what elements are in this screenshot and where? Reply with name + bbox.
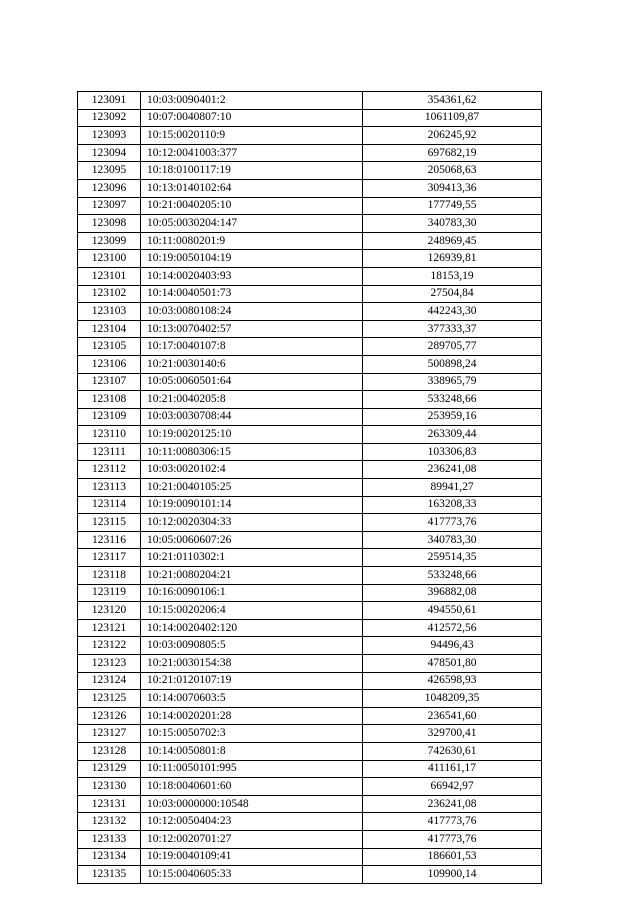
record-number-cell: 123110 <box>78 426 141 444</box>
table-row <box>78 760 542 778</box>
table-row <box>78 531 542 549</box>
value-amount-cell: 377333,37 <box>363 320 542 338</box>
record-number-cell: 123097 <box>78 197 141 215</box>
table-row <box>78 725 542 743</box>
cadastral-number-cell: 10:21:0030140:6 <box>141 355 363 373</box>
record-number-cell: 123116 <box>78 531 141 549</box>
record-number-cell: 123130 <box>78 778 141 796</box>
table-row <box>78 162 542 180</box>
table-row <box>78 514 542 532</box>
table-row <box>78 461 542 479</box>
value-amount-cell: 205068,63 <box>363 162 542 180</box>
value-amount-cell: 163208,33 <box>363 496 542 514</box>
cadastral-number-cell: 10:16:0090106:1 <box>141 584 363 602</box>
cadastral-number-cell: 10:03:0090401:2 <box>141 92 363 110</box>
table-row <box>78 338 542 356</box>
table-row <box>78 250 542 268</box>
value-amount-cell: 206245,92 <box>363 127 542 145</box>
table-row <box>78 655 542 673</box>
record-number-cell: 123104 <box>78 320 141 338</box>
cadastral-number-cell: 10:05:0060607:26 <box>141 531 363 549</box>
cadastral-number-cell: 10:05:0030204:147 <box>141 215 363 233</box>
table-row <box>78 479 542 497</box>
cadastral-number-cell: 10:07:0040807:10 <box>141 109 363 127</box>
cadastral-number-cell: 10:11:0050101:995 <box>141 760 363 778</box>
record-number-cell: 123129 <box>78 760 141 778</box>
cadastral-number-cell: 10:05:0060501:64 <box>141 373 363 391</box>
cadastral-number-cell: 10:21:0040205:8 <box>141 391 363 409</box>
value-amount-cell: 426598,93 <box>363 672 542 690</box>
record-number-cell: 123111 <box>78 443 141 461</box>
record-number-cell: 123094 <box>78 144 141 162</box>
value-amount-cell: 236541,60 <box>363 707 542 725</box>
record-number-cell: 123103 <box>78 303 141 321</box>
table-row <box>78 179 542 197</box>
table-row <box>78 795 542 813</box>
table-row <box>78 144 542 162</box>
table-row <box>78 742 542 760</box>
record-number-cell: 123098 <box>78 215 141 233</box>
table-row <box>78 426 542 444</box>
cadastral-number-cell: 10:03:0080108:24 <box>141 303 363 321</box>
table-row <box>78 197 542 215</box>
value-amount-cell: 1061109,87 <box>363 109 542 127</box>
value-amount-cell: 417773,76 <box>363 813 542 831</box>
table-row <box>78 355 542 373</box>
cadastral-number-cell: 10:21:0120107:19 <box>141 672 363 690</box>
record-number-cell: 123101 <box>78 267 141 285</box>
record-number-cell: 123112 <box>78 461 141 479</box>
cadastral-number-cell: 10:19:0040109:41 <box>141 848 363 866</box>
cadastral-number-cell: 10:19:0050104:19 <box>141 250 363 268</box>
table-row <box>78 584 542 602</box>
value-amount-cell: 478501,80 <box>363 655 542 673</box>
cadastral-number-cell: 10:21:0110302:1 <box>141 549 363 567</box>
table-row <box>78 602 542 620</box>
data-table <box>77 91 542 884</box>
record-number-cell: 123127 <box>78 725 141 743</box>
record-number-cell: 123106 <box>78 355 141 373</box>
record-number-cell: 123093 <box>78 127 141 145</box>
table-row <box>78 813 542 831</box>
cadastral-number-cell: 10:15:0020110:9 <box>141 127 363 145</box>
cadastral-number-cell: 10:03:0030708:44 <box>141 408 363 426</box>
cadastral-number-cell: 10:11:0080306:15 <box>141 443 363 461</box>
value-amount-cell: 412572,56 <box>363 619 542 637</box>
cadastral-number-cell: 10:03:0090805:5 <box>141 637 363 655</box>
table-row <box>78 778 542 796</box>
record-number-cell: 123133 <box>78 830 141 848</box>
table-row <box>78 215 542 233</box>
table-row <box>78 637 542 655</box>
value-amount-cell: 1048209,35 <box>363 690 542 708</box>
table-row <box>78 373 542 391</box>
value-amount-cell: 27504,84 <box>363 285 542 303</box>
table-row <box>78 92 542 110</box>
value-amount-cell: 253959,16 <box>363 408 542 426</box>
table-row <box>78 690 542 708</box>
record-number-cell: 123092 <box>78 109 141 127</box>
cadastral-number-cell: 10:18:0100117:19 <box>141 162 363 180</box>
cadastral-number-cell: 10:21:0040205:10 <box>141 197 363 215</box>
cadastral-number-cell: 10:03:0020102:4 <box>141 461 363 479</box>
record-number-cell: 123095 <box>78 162 141 180</box>
record-number-cell: 123117 <box>78 549 141 567</box>
table-row <box>78 391 542 409</box>
record-number-cell: 123131 <box>78 795 141 813</box>
cadastral-number-cell: 10:13:0070402:57 <box>141 320 363 338</box>
table-row <box>78 443 542 461</box>
record-number-cell: 123123 <box>78 655 141 673</box>
table-row <box>78 127 542 145</box>
cadastral-number-cell: 10:11:0080201:9 <box>141 232 363 250</box>
record-number-cell: 123128 <box>78 742 141 760</box>
cadastral-number-cell: 10:03:0000000:10548 <box>141 795 363 813</box>
record-number-cell: 123096 <box>78 179 141 197</box>
table-row <box>78 619 542 637</box>
value-amount-cell: 417773,76 <box>363 830 542 848</box>
record-number-cell: 123126 <box>78 707 141 725</box>
value-amount-cell: 263309,44 <box>363 426 542 444</box>
record-number-cell: 123135 <box>78 866 141 884</box>
cadastral-number-cell: 10:21:0080204:21 <box>141 567 363 585</box>
cadastral-number-cell: 10:19:0090101:14 <box>141 496 363 514</box>
value-amount-cell: 533248,66 <box>363 391 542 409</box>
cadastral-number-cell: 10:14:0020402:120 <box>141 619 363 637</box>
table-row <box>78 232 542 250</box>
value-amount-cell: 126939,81 <box>363 250 542 268</box>
record-number-cell: 123120 <box>78 602 141 620</box>
value-amount-cell: 236241,08 <box>363 461 542 479</box>
value-amount-cell: 103306,83 <box>363 443 542 461</box>
value-amount-cell: 89941,27 <box>363 479 542 497</box>
value-amount-cell: 236241,08 <box>363 795 542 813</box>
value-amount-cell: 289705,77 <box>363 338 542 356</box>
cadastral-number-cell: 10:19:0020125:10 <box>141 426 363 444</box>
data-table-body <box>78 92 542 884</box>
value-amount-cell: 109900,14 <box>363 866 542 884</box>
record-number-cell: 123114 <box>78 496 141 514</box>
value-amount-cell: 309413,36 <box>363 179 542 197</box>
value-amount-cell: 533248,66 <box>363 567 542 585</box>
value-amount-cell: 742630,61 <box>363 742 542 760</box>
cadastral-number-cell: 10:12:0050404:23 <box>141 813 363 831</box>
table-row <box>78 707 542 725</box>
record-number-cell: 123115 <box>78 514 141 532</box>
record-number-cell: 123108 <box>78 391 141 409</box>
table-row <box>78 303 542 321</box>
record-number-cell: 123091 <box>78 92 141 110</box>
cadastral-number-cell: 10:14:0050801:8 <box>141 742 363 760</box>
value-amount-cell: 697682,19 <box>363 144 542 162</box>
record-number-cell: 123121 <box>78 619 141 637</box>
record-number-cell: 123124 <box>78 672 141 690</box>
cadastral-number-cell: 10:14:0020403:93 <box>141 267 363 285</box>
record-number-cell: 123107 <box>78 373 141 391</box>
cadastral-number-cell: 10:17:0040107:8 <box>141 338 363 356</box>
table-row <box>78 830 542 848</box>
record-number-cell: 123105 <box>78 338 141 356</box>
cadastral-number-cell: 10:14:0020201:28 <box>141 707 363 725</box>
value-amount-cell: 66942,97 <box>363 778 542 796</box>
cadastral-number-cell: 10:15:0050702:3 <box>141 725 363 743</box>
value-amount-cell: 354361,62 <box>363 92 542 110</box>
table-row <box>78 408 542 426</box>
record-number-cell: 123125 <box>78 690 141 708</box>
cadastral-number-cell: 10:21:0040105:25 <box>141 479 363 497</box>
value-amount-cell: 500898,24 <box>363 355 542 373</box>
cadastral-number-cell: 10:12:0041003:377 <box>141 144 363 162</box>
cadastral-number-cell: 10:15:0040605:33 <box>141 866 363 884</box>
table-row <box>78 848 542 866</box>
cadastral-number-cell: 10:14:0070603:5 <box>141 690 363 708</box>
cadastral-number-cell: 10:15:0020206:4 <box>141 602 363 620</box>
record-number-cell: 123099 <box>78 232 141 250</box>
value-amount-cell: 248969,45 <box>363 232 542 250</box>
record-number-cell: 123132 <box>78 813 141 831</box>
value-amount-cell: 411161,17 <box>363 760 542 778</box>
value-amount-cell: 338965,79 <box>363 373 542 391</box>
record-number-cell: 123109 <box>78 408 141 426</box>
cadastral-number-cell: 10:18:0040601:60 <box>141 778 363 796</box>
table-row <box>78 320 542 338</box>
value-amount-cell: 396882,08 <box>363 584 542 602</box>
cadastral-number-cell: 10:14:0040501:73 <box>141 285 363 303</box>
value-amount-cell: 18153,19 <box>363 267 542 285</box>
value-amount-cell: 417773,76 <box>363 514 542 532</box>
record-number-cell: 123102 <box>78 285 141 303</box>
record-number-cell: 123134 <box>78 848 141 866</box>
cadastral-number-cell: 10:13:0140102:64 <box>141 179 363 197</box>
value-amount-cell: 329700,41 <box>363 725 542 743</box>
value-amount-cell: 177749,55 <box>363 197 542 215</box>
cadastral-number-cell: 10:12:0020304:33 <box>141 514 363 532</box>
record-number-cell: 123100 <box>78 250 141 268</box>
value-amount-cell: 259514,35 <box>363 549 542 567</box>
cadastral-number-cell: 10:12:0020701:27 <box>141 830 363 848</box>
value-amount-cell: 186601,53 <box>363 848 542 866</box>
value-amount-cell: 442243,30 <box>363 303 542 321</box>
value-amount-cell: 94496,43 <box>363 637 542 655</box>
value-amount-cell: 340783,30 <box>363 215 542 233</box>
record-number-cell: 123118 <box>78 567 141 585</box>
table-row <box>78 672 542 690</box>
table-row <box>78 109 542 127</box>
record-number-cell: 123119 <box>78 584 141 602</box>
value-amount-cell: 340783,30 <box>363 531 542 549</box>
table-row <box>78 267 542 285</box>
table-row <box>78 496 542 514</box>
table-row <box>78 285 542 303</box>
table-row <box>78 549 542 567</box>
table-row <box>78 567 542 585</box>
record-number-cell: 123113 <box>78 479 141 497</box>
value-amount-cell: 494550,61 <box>363 602 542 620</box>
record-number-cell: 123122 <box>78 637 141 655</box>
cadastral-number-cell: 10:21:0030154:38 <box>141 655 363 673</box>
table-row <box>78 866 542 884</box>
